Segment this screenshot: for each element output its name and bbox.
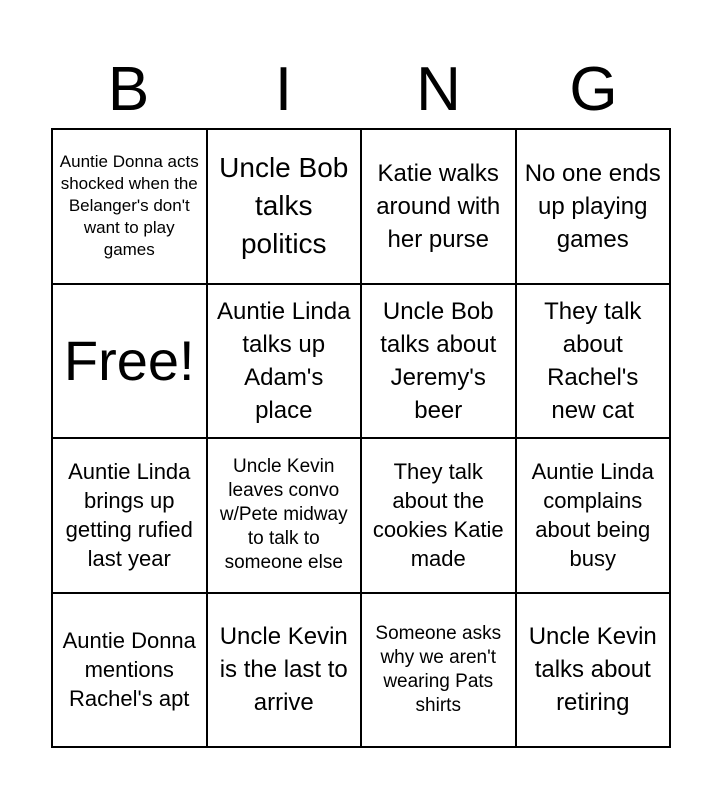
bingo-cell bbox=[362, 594, 517, 749]
cell-text: Auntie Donna mentions Rachel's apt bbox=[62, 628, 196, 712]
bingo-grid bbox=[51, 128, 671, 748]
header-letter-g: G bbox=[569, 55, 618, 124]
cell-text: Someone asks why we aren't wearing Pats shirts bbox=[375, 622, 502, 716]
bingo-cell bbox=[362, 285, 517, 440]
bingo-cell bbox=[517, 285, 672, 440]
bingo-cell bbox=[208, 594, 363, 749]
cell-text: Auntie Linda brings up getting rufied last year bbox=[65, 459, 193, 572]
cell-text: Auntie Linda talks up Adam's place bbox=[217, 297, 351, 424]
cell-text: Auntie Donna acts shocked when the Belanger's don't want to play games bbox=[59, 152, 199, 260]
header-letter-n: N bbox=[416, 55, 461, 124]
cell-text: Uncle Kevin talks about retiring bbox=[528, 623, 657, 717]
cell-text: No one ends up playing games bbox=[524, 159, 661, 253]
cell-text: Uncle Kevin is the last to arrive bbox=[219, 623, 348, 717]
bingo-cell bbox=[208, 285, 363, 440]
cell-text: Uncle Bob talks about Jeremy's beer bbox=[380, 297, 497, 424]
header-letter-i: I bbox=[274, 55, 293, 124]
cell-text: Katie walks around with her purse bbox=[376, 159, 501, 253]
free-space bbox=[53, 285, 208, 440]
bingo-cell bbox=[517, 594, 672, 749]
bingo-cell bbox=[517, 439, 672, 594]
bingo-header bbox=[51, 52, 671, 128]
bingo-cell bbox=[208, 130, 363, 285]
bingo-cell bbox=[517, 130, 672, 285]
header-letter-b: B bbox=[107, 55, 150, 124]
bingo-cell bbox=[208, 439, 363, 594]
cell-text: Auntie Linda complains about being busy bbox=[531, 459, 654, 572]
bingo-cell bbox=[362, 130, 517, 285]
cell-text: They talk about the cookies Katie made bbox=[372, 459, 504, 572]
bingo-cell bbox=[53, 130, 208, 285]
bingo-cell bbox=[362, 439, 517, 594]
cell-text: Uncle Bob talks politics bbox=[219, 152, 349, 260]
bingo-cell bbox=[53, 439, 208, 594]
free-space-text: Free! bbox=[63, 328, 195, 392]
bingo-cell bbox=[53, 594, 208, 749]
cell-text: Uncle Kevin leaves convo w/Pete midway to talk to someone else bbox=[219, 456, 348, 574]
cell-text: They talk about Rachel's new cat bbox=[544, 297, 642, 424]
